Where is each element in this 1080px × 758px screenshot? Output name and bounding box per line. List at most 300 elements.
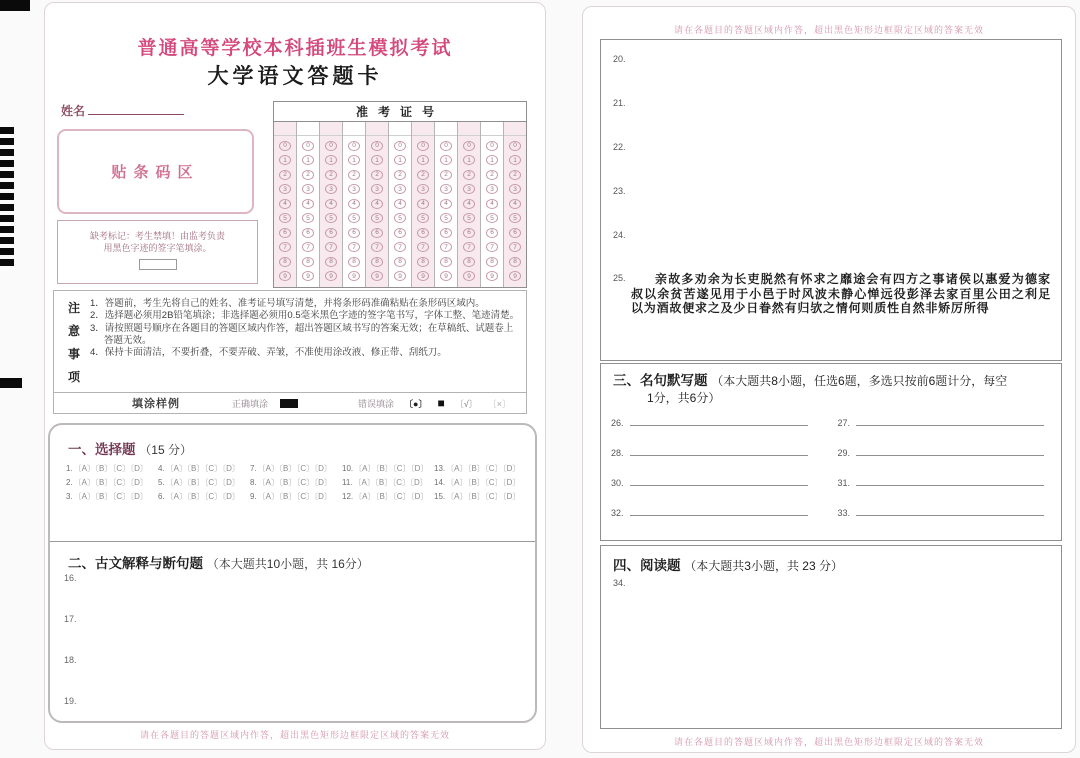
digit-bubble-7: 7 — [302, 242, 314, 252]
choice-question — [158, 463, 250, 477]
wrong-fill-example-dot: 〔●〕 — [404, 398, 428, 409]
answer-area-box-1 — [48, 423, 537, 723]
timing-mark — [0, 171, 14, 178]
digit-write-cell — [320, 122, 342, 136]
answer-line-22.: 22. — [613, 142, 626, 152]
digit-bubble-8: 8 — [325, 257, 337, 267]
digit-bubble-8: 8 — [486, 257, 498, 267]
digit-bubble-2: 2 — [348, 170, 360, 180]
digit-bubble-2: 2 — [509, 170, 521, 180]
digit-bubble-3: 3 — [302, 184, 314, 194]
option-bubble-C: 〔C〕 — [484, 492, 503, 501]
digit-bubble-2: 2 — [371, 170, 383, 180]
blank-underline — [630, 478, 808, 486]
option-bubble-B: 〔B〕 — [95, 464, 113, 473]
digit-bubble-4: 4 — [417, 199, 429, 209]
digit-bubble-0: 0 — [325, 141, 337, 151]
question-25-text: 亲故多劝余为长吏脱然有怀求之靡途会有四方之事诸侯以惠爱为德家叔以余贫苦遂见用于小邑于时风波未静心惮远役彭泽去家百里公田之利足以为酒故便求之及少日眷然有归欤之情何则质性自然非矫厉所得 — [631, 272, 1051, 315]
question-number: 1. — [66, 464, 73, 473]
option-bubble-D: 〔D〕 — [314, 464, 332, 473]
option-bubble-C: 〔C〕 — [296, 464, 315, 473]
digit-bubble-4: 4 — [463, 199, 475, 209]
section-divider — [50, 541, 535, 542]
digit-write-cell — [504, 122, 526, 136]
digit-bubble-6: 6 — [509, 228, 521, 238]
digit-bubble-4: 4 — [325, 199, 337, 209]
digit-bubble-7: 7 — [463, 242, 475, 252]
option-bubble-D: 〔D〕 — [410, 492, 429, 501]
option-bubble-C: 〔C〕 — [204, 492, 223, 501]
option-bubble-B: 〔B〕 — [467, 492, 485, 501]
corner-registration-mark — [0, 0, 30, 11]
option-bubble-B: 〔B〕 — [187, 478, 205, 487]
digit-bubble-8: 8 — [279, 257, 291, 267]
digit-bubble-9: 9 — [463, 271, 475, 281]
option-bubble-A: 〔A〕 — [354, 464, 376, 473]
digit-bubble-5: 5 — [463, 213, 475, 223]
digit-bubble-3: 3 — [394, 184, 406, 194]
digit-bubble-9: 9 — [394, 271, 406, 281]
option-bubble-A: 〔A〕 — [354, 492, 376, 501]
blank-underline — [856, 508, 1044, 516]
absent-mark-box — [57, 220, 258, 284]
option-bubble-D: 〔D〕 — [314, 492, 332, 501]
timing-mark — [0, 160, 14, 167]
answer-line-21.: 21. — [613, 98, 626, 108]
answer-area-box-4 — [600, 545, 1062, 729]
answer-line-23.: 23. — [613, 186, 626, 196]
digit-bubble-5: 5 — [348, 213, 360, 223]
digit-bubble-4: 4 — [302, 199, 314, 209]
answer-sheet-page-2 — [582, 6, 1076, 753]
blank-underline — [630, 418, 808, 426]
digit-bubble-1: 1 — [486, 155, 498, 165]
question-number: 6. — [158, 492, 165, 501]
region-warning-top-right: 请在各题目的答题区域内作答，超出黑色矩形边框限定区域的答案无效 — [673, 25, 984, 35]
notes-box — [53, 290, 527, 393]
digit-bubble-6: 6 — [279, 228, 291, 238]
digit-bubble-3: 3 — [463, 184, 475, 194]
digit-bubble-9: 9 — [348, 271, 360, 281]
digit-bubble-6: 6 — [348, 228, 360, 238]
option-bubble-D: 〔D〕 — [314, 478, 332, 487]
timing-mark — [0, 193, 14, 200]
digit-bubble-7: 7 — [417, 242, 429, 252]
answer-line-24.: 24. — [613, 230, 626, 240]
region-warning-bottom-left: 请在各题目的答题区域内作答，超出黑色矩形边框限定区域的答案无效 — [139, 730, 450, 740]
blank-underline — [856, 418, 1044, 426]
answer-line-17.: 17. — [64, 614, 77, 624]
digit-bubble-7: 7 — [509, 242, 521, 252]
digit-bubble-4: 4 — [509, 199, 521, 209]
section1-score: （15 分） — [139, 443, 192, 457]
digit-bubble-6: 6 — [302, 228, 314, 238]
digit-bubble-4: 4 — [486, 199, 498, 209]
digit-bubble-2: 2 — [417, 170, 429, 180]
digit-bubble-4: 4 — [371, 199, 383, 209]
digit-bubble-9: 9 — [440, 271, 452, 281]
choice-question — [250, 477, 342, 491]
digit-bubble-4: 4 — [440, 199, 452, 209]
blank-pair-row — [601, 442, 1063, 472]
choice-row — [66, 491, 526, 505]
section3-title: 三、名句默写题 — [613, 373, 708, 388]
digit-bubble-6: 6 — [463, 228, 475, 238]
option-bubble-A: 〔A〕 — [165, 478, 188, 487]
mid-registration-mark — [0, 378, 22, 388]
option-bubble-D: 〔D〕 — [502, 492, 521, 501]
digit-write-cell — [389, 122, 411, 136]
fill-sample-label: 填涂样例 — [132, 398, 180, 410]
question-number: 13. — [434, 464, 446, 473]
section3-subtitle-line2: 1分，共6分） — [647, 391, 721, 405]
option-bubble-D: 〔D〕 — [502, 464, 521, 473]
option-bubble-C: 〔C〕 — [392, 478, 410, 487]
timing-mark — [0, 149, 14, 156]
digit-bubble-5: 5 — [325, 213, 337, 223]
option-bubble-D: 〔D〕 — [222, 478, 240, 487]
digit-bubble-6: 6 — [440, 228, 452, 238]
absent-mark-bubble — [139, 259, 177, 270]
option-bubble-B: 〔B〕 — [187, 492, 205, 501]
digit-bubble-7: 7 — [394, 242, 406, 252]
section3-blank-pairs — [601, 412, 1063, 532]
digit-bubble-3: 3 — [417, 184, 429, 194]
digit-bubble-2: 2 — [325, 170, 337, 180]
digit-bubble-3: 3 — [509, 184, 521, 194]
digit-bubble-5: 5 — [371, 213, 383, 223]
digit-bubble-9: 9 — [279, 271, 291, 281]
question-number: 3. — [66, 492, 73, 501]
option-bubble-D: 〔D〕 — [130, 478, 148, 487]
choice-question — [434, 477, 526, 491]
option-bubble-A: 〔A〕 — [73, 478, 96, 487]
section4-subtitle: （本大题共3小题，共 23 分） — [684, 559, 843, 573]
option-bubble-D: 〔D〕 — [410, 464, 429, 473]
digit-bubble-8: 8 — [348, 257, 360, 267]
question-number: 15. — [434, 492, 446, 501]
digit-bubble-5: 5 — [417, 213, 429, 223]
timing-mark — [0, 215, 14, 222]
blank-item-26. — [611, 418, 808, 428]
digit-bubble-1: 1 — [348, 155, 360, 165]
choice-question — [434, 491, 526, 505]
digit-bubble-0: 0 — [509, 141, 521, 151]
digit-write-cell — [458, 122, 480, 136]
digit-bubble-1: 1 — [371, 155, 383, 165]
digit-bubble-0: 0 — [279, 141, 291, 151]
option-bubble-B: 〔B〕 — [375, 464, 393, 473]
exam-number-column — [435, 122, 458, 287]
digit-bubble-2: 2 — [302, 170, 314, 180]
timing-mark — [0, 204, 14, 211]
blank-number: 26. — [611, 418, 624, 428]
blank-item-33. — [838, 508, 1045, 518]
exam-number-columns — [274, 122, 526, 287]
digit-bubble-7: 7 — [371, 242, 383, 252]
digit-bubble-7: 7 — [279, 242, 291, 252]
note-item-1: 1．答题前，考生先将自己的姓名、准考证号填写清楚，并将条形码准确粘贴在条形码区域内。 — [90, 298, 485, 309]
digit-bubble-6: 6 — [486, 228, 498, 238]
digit-bubble-3: 3 — [371, 184, 383, 194]
exam-title: 普通高等学校本科插班生模拟考试 — [137, 38, 453, 59]
digit-bubble-3: 3 — [440, 184, 452, 194]
timing-mark — [0, 182, 14, 189]
option-bubble-B: 〔B〕 — [95, 492, 113, 501]
blank-underline — [856, 448, 1044, 456]
note-item-3: 3．请按照题号顺序在各题目的答题区域内作答，超出答题区域书写的答案无效；在草稿纸、试题卷上答题无效。 — [90, 322, 514, 346]
answer-card-subtitle: 大学语文答题卡 — [207, 65, 383, 88]
fill-sample-row — [53, 393, 527, 414]
digit-bubble-1: 1 — [279, 155, 291, 165]
option-bubble-C: 〔C〕 — [296, 478, 315, 487]
option-bubble-C: 〔C〕 — [392, 464, 411, 473]
blank-item-28. — [611, 448, 808, 458]
blank-pair-row — [601, 412, 1063, 442]
wrong-fill-example-check: 〔√〕 — [454, 398, 478, 409]
digit-bubble-0: 0 — [486, 141, 498, 151]
option-bubble-B: 〔B〕 — [467, 464, 485, 473]
option-bubble-D: 〔D〕 — [502, 478, 521, 487]
barcode-paste-area — [57, 129, 254, 214]
option-bubble-B: 〔B〕 — [187, 464, 205, 473]
digit-bubble-0: 0 — [371, 141, 383, 151]
timing-mark — [0, 248, 14, 255]
digit-bubble-8: 8 — [440, 257, 452, 267]
digit-bubble-3: 3 — [486, 184, 498, 194]
digit-bubble-1: 1 — [440, 155, 452, 165]
blank-item-29. — [838, 448, 1045, 458]
option-bubble-B: 〔B〕 — [279, 478, 297, 487]
option-bubble-D: 〔D〕 — [130, 464, 148, 473]
option-bubble-B: 〔B〕 — [95, 478, 113, 487]
question-34-number: 34. — [613, 578, 626, 588]
option-bubble-B: 〔B〕 — [467, 478, 485, 487]
section2-subtitle: （本大题共10小题，共 16分） — [206, 557, 369, 571]
exam-number-column — [412, 122, 435, 287]
answer-line-19.: 19. — [64, 696, 77, 706]
question-25-number: 25. — [613, 273, 626, 283]
digit-bubble-1: 1 — [325, 155, 337, 165]
exam-number-column — [274, 122, 297, 287]
option-bubble-C: 〔C〕 — [204, 478, 223, 487]
digit-bubble-7: 7 — [440, 242, 452, 252]
digit-bubble-9: 9 — [417, 271, 429, 281]
answer-area-box-2 — [600, 39, 1062, 361]
option-bubble-A: 〔A〕 — [353, 478, 375, 487]
choice-question — [158, 477, 250, 491]
digit-bubble-5: 5 — [509, 213, 521, 223]
option-bubble-A: 〔A〕 — [257, 492, 280, 501]
blank-item-27. — [838, 418, 1045, 428]
option-bubble-C: 〔C〕 — [112, 478, 131, 487]
exam-number-column — [458, 122, 481, 287]
choice-question — [342, 463, 434, 477]
option-bubble-C: 〔C〕 — [204, 464, 223, 473]
exam-number-column — [504, 122, 526, 287]
option-bubble-A: 〔A〕 — [446, 478, 468, 487]
blank-underline — [856, 478, 1044, 486]
option-bubble-A: 〔A〕 — [257, 464, 280, 473]
digit-bubble-1: 1 — [417, 155, 429, 165]
option-bubble-A: 〔A〕 — [73, 492, 96, 501]
question-number: 2. — [66, 478, 73, 487]
blank-number: 29. — [837, 448, 851, 458]
timing-mark — [0, 138, 14, 145]
question-number: 11. — [342, 478, 353, 487]
blank-pair-row — [601, 472, 1063, 502]
exam-number-column — [366, 122, 389, 287]
choice-question — [434, 463, 526, 477]
blank-number: 31. — [837, 478, 851, 488]
blank-number: 32. — [611, 508, 624, 518]
option-bubble-C: 〔C〕 — [112, 492, 131, 501]
digit-bubble-9: 9 — [486, 271, 498, 281]
digit-bubble-0: 0 — [302, 141, 314, 151]
correct-fill-mark — [280, 399, 298, 408]
option-bubble-A: 〔A〕 — [257, 478, 280, 487]
option-bubble-D: 〔D〕 — [130, 492, 148, 501]
option-bubble-C: 〔C〕 — [392, 492, 411, 501]
option-bubble-B: 〔B〕 — [279, 464, 297, 473]
choice-question — [66, 463, 158, 477]
choice-question — [66, 477, 158, 491]
blank-underline — [630, 508, 808, 516]
barcode-area-label: 贴条码区 — [111, 164, 200, 181]
digit-bubble-6: 6 — [325, 228, 337, 238]
digit-bubble-8: 8 — [463, 257, 475, 267]
digit-bubble-3: 3 — [348, 184, 360, 194]
exam-number-column — [297, 122, 320, 287]
digit-bubble-8: 8 — [417, 257, 429, 267]
choice-question — [342, 491, 434, 505]
digit-write-cell — [343, 122, 365, 136]
choice-row — [66, 463, 526, 477]
option-bubble-B: 〔B〕 — [374, 478, 393, 487]
timing-mark — [0, 259, 14, 266]
section2-title: 二、古文解释与断句题 （本大题共10小题，共 16分） — [68, 556, 369, 571]
exam-number-column — [481, 122, 504, 287]
section2-answer-lines-continued — [613, 54, 1053, 274]
digit-bubble-6: 6 — [417, 228, 429, 238]
exam-number-column — [320, 122, 343, 287]
section1-title: 一、选择题 （15 分） — [68, 442, 192, 457]
wrong-fill-example-square: ■ — [437, 396, 445, 410]
choice-question — [66, 491, 158, 505]
timing-mark — [0, 226, 14, 233]
digit-bubble-4: 4 — [348, 199, 360, 209]
answer-sheet-page-1 — [44, 2, 546, 750]
answer-line-20.: 20. — [613, 54, 626, 64]
option-bubble-C: 〔C〕 — [484, 464, 503, 473]
option-bubble-A: 〔A〕 — [446, 464, 468, 473]
option-bubble-D: 〔D〕 — [410, 478, 428, 487]
question-number: 12. — [342, 492, 354, 501]
digit-bubble-1: 1 — [394, 155, 406, 165]
digit-bubble-2: 2 — [486, 170, 498, 180]
choice-row — [66, 477, 526, 491]
digit-bubble-5: 5 — [302, 213, 314, 223]
digit-bubble-7: 7 — [325, 242, 337, 252]
notes-vertical-label: 注 意 事 项 — [67, 301, 80, 384]
digit-bubble-5: 5 — [279, 213, 291, 223]
exam-number-header: 准考证号 — [274, 102, 526, 122]
question-number: 10. — [342, 464, 354, 473]
blank-pair-row — [601, 502, 1063, 532]
choice-question — [158, 491, 250, 505]
choice-question — [342, 477, 434, 491]
region-warning-bottom-right: 请在各题目的答题区域内作答，超出黑色矩形边框限定区域的答案无效 — [673, 737, 984, 747]
digit-bubble-8: 8 — [371, 257, 383, 267]
digit-bubble-9: 9 — [509, 271, 521, 281]
digit-write-cell — [274, 122, 296, 136]
name-field — [61, 102, 184, 119]
digit-write-cell — [435, 122, 457, 136]
note-item-4: 4．保持卡面清洁，不要折叠，不要弄破、弄皱，不准使用涂改液、修正带、刮纸刀。 — [90, 347, 447, 359]
digit-bubble-7: 7 — [486, 242, 498, 252]
option-bubble-C: 〔C〕 — [484, 478, 503, 487]
blank-number: 30. — [611, 478, 624, 488]
exam-number-grid — [273, 101, 527, 288]
digit-bubble-5: 5 — [486, 213, 498, 223]
question-number: 8. — [250, 478, 257, 487]
digit-bubble-4: 4 — [394, 199, 406, 209]
choice-question — [250, 491, 342, 505]
digit-bubble-2: 2 — [463, 170, 475, 180]
exam-number-column — [343, 122, 366, 287]
option-bubble-D: 〔D〕 — [222, 492, 240, 501]
digit-bubble-1: 1 — [463, 155, 475, 165]
option-bubble-C: 〔C〕 — [112, 464, 131, 473]
digit-bubble-9: 9 — [325, 271, 337, 281]
digit-bubble-8: 8 — [302, 257, 314, 267]
digit-bubble-0: 0 — [463, 141, 475, 151]
section3-header — [613, 372, 1053, 407]
note-item-2: 2．选择题必须用2B铅笔填涂；非选择题必须用0.5毫米黑色字迹的签字笔书写，字体工整、笔迹清楚。 — [90, 310, 520, 322]
digit-bubble-0: 0 — [440, 141, 452, 151]
option-bubble-C: 〔C〕 — [296, 492, 315, 501]
digit-bubble-2: 2 — [394, 170, 406, 180]
absent-mark-text-line1: 缺考标记：考生禁填！由监考负责 — [89, 231, 225, 241]
digit-bubble-9: 9 — [302, 271, 314, 281]
digit-bubble-7: 7 — [348, 242, 360, 252]
notes-items — [90, 298, 522, 359]
answer-area-box-3 — [600, 363, 1062, 541]
exam-number-column — [389, 122, 412, 287]
absent-mark-text-line2: 用黑色字迹的签字笔填涂。 — [103, 243, 212, 253]
digit-bubble-4: 4 — [279, 199, 291, 209]
option-bubble-A: 〔A〕 — [73, 464, 96, 473]
name-label: 姓名 — [61, 104, 86, 118]
blank-number: 33. — [837, 508, 851, 518]
section2-answer-lines — [64, 573, 504, 737]
digit-bubble-5: 5 — [440, 213, 452, 223]
digit-bubble-1: 1 — [509, 155, 521, 165]
digit-bubble-5: 5 — [394, 213, 406, 223]
question-number: 4. — [158, 464, 165, 473]
blank-number: 27. — [837, 418, 851, 428]
digit-write-cell — [412, 122, 434, 136]
wrong-fill-label: 错误填涂 — [358, 398, 395, 409]
name-blank-line — [88, 103, 184, 115]
timing-marks-column — [0, 127, 14, 270]
digit-bubble-0: 0 — [348, 141, 360, 151]
digit-bubble-0: 0 — [394, 141, 406, 151]
digit-bubble-8: 8 — [509, 257, 521, 267]
blank-item-32. — [611, 508, 808, 518]
correct-fill-label: 正确填涂 — [232, 398, 269, 409]
blank-item-30. — [611, 478, 808, 488]
